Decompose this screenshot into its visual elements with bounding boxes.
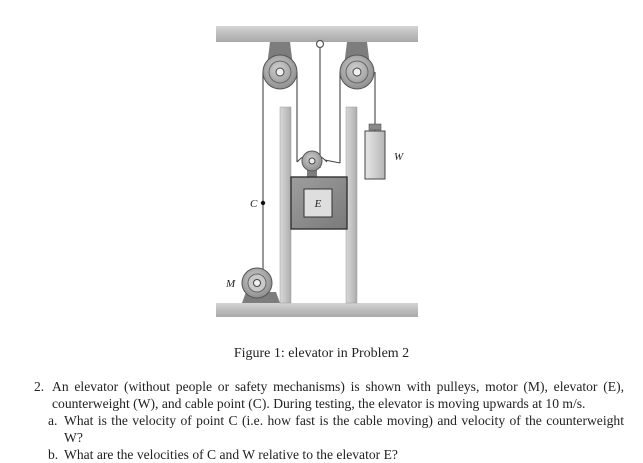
motor	[242, 268, 280, 303]
figure-caption: Figure 1: elevator in Problem 2	[233, 346, 410, 361]
cable-point-c	[261, 201, 265, 205]
floor-slab	[216, 303, 418, 317]
problem-number: 2.	[34, 379, 45, 394]
cable-anchor	[317, 41, 324, 48]
elevator-label: E	[314, 198, 322, 210]
problem-part	[48, 446, 624, 463]
cable-point-label: C	[250, 198, 258, 210]
left-pulley	[263, 55, 297, 89]
problem-part-label: a.	[48, 413, 58, 428]
right-pulley	[340, 55, 374, 89]
problem-part-text: What are the velocities of C and W relative to the elevator E?	[64, 447, 398, 462]
counterweight-label: W	[394, 151, 404, 163]
elevator-car	[291, 177, 347, 229]
motor-label: M	[226, 278, 236, 290]
elevator-pulley	[302, 151, 322, 177]
problem-part	[48, 412, 624, 446]
problem-part-label: b.	[48, 447, 59, 462]
ceiling-beam	[216, 26, 418, 42]
problem-2	[34, 378, 624, 463]
counterweight	[365, 124, 385, 179]
guide-rail-left	[280, 107, 291, 303]
problem-part-text: What is the velocity of point C (i.e. how fast is the cable moving) and velocity of the counterweight W?	[64, 413, 624, 445]
problem-statement: An elevator (without people or safety mechanisms) is shown with pulleys, motor (M), elevator (E), counterweight (W), and cable point (C). During testing, the elevator is moving upwards at 10 m/s.	[52, 379, 624, 411]
